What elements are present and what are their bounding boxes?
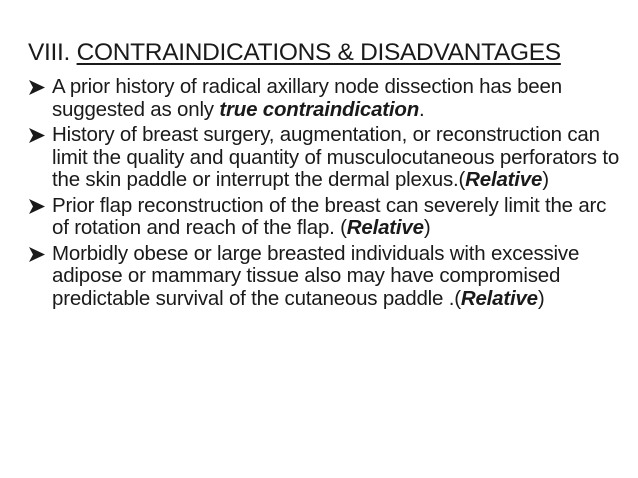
bullet-list xyxy=(28,76,620,310)
bullet-text-end: ) xyxy=(423,216,431,239)
bullet-text: A prior history of radical axillary node dissection has been suggested as only xyxy=(52,75,562,121)
arrow-bullet-icon xyxy=(28,127,46,144)
bullet-text: Morbidly obese or large breasted individuals with excessive adipose or mammary tissue also may have compromised predictable survival of the cutaneous paddle .( xyxy=(52,241,580,310)
bullet-item xyxy=(28,243,620,311)
bullet-text: History of breast surgery, augmentation, or reconstruction can limit the quality and quantity of musculocutaneous perforators to the skin paddle or interrupt the dermal plexus.( xyxy=(52,123,620,191)
arrow-bullet-icon xyxy=(28,79,46,96)
bullet-emphasis: Relative xyxy=(346,216,424,239)
bullet-item xyxy=(28,124,620,192)
bullet-text-end: ) xyxy=(542,168,549,191)
bullet-text: Prior flap reconstruction of the breast can severely limit the arc of rotation and reach of the flap. ( xyxy=(52,193,607,239)
bullet-item xyxy=(28,76,620,121)
slide-title xyxy=(28,38,620,68)
arrow-bullet-icon xyxy=(28,198,46,215)
title-number: VIII. xyxy=(28,39,71,66)
bullet-emphasis: true contraindication xyxy=(219,97,420,121)
arrow-bullet-icon xyxy=(28,246,46,263)
bullet-text-end: ) xyxy=(537,286,545,310)
bullet-emphasis: Relative xyxy=(465,168,543,191)
title-text: CONTRAINDICATIONS & DISADVANTAGES xyxy=(76,39,561,66)
bullet-item xyxy=(28,195,620,240)
bullet-emphasis: Relative xyxy=(460,286,538,310)
bullet-text-end: . xyxy=(419,97,425,121)
